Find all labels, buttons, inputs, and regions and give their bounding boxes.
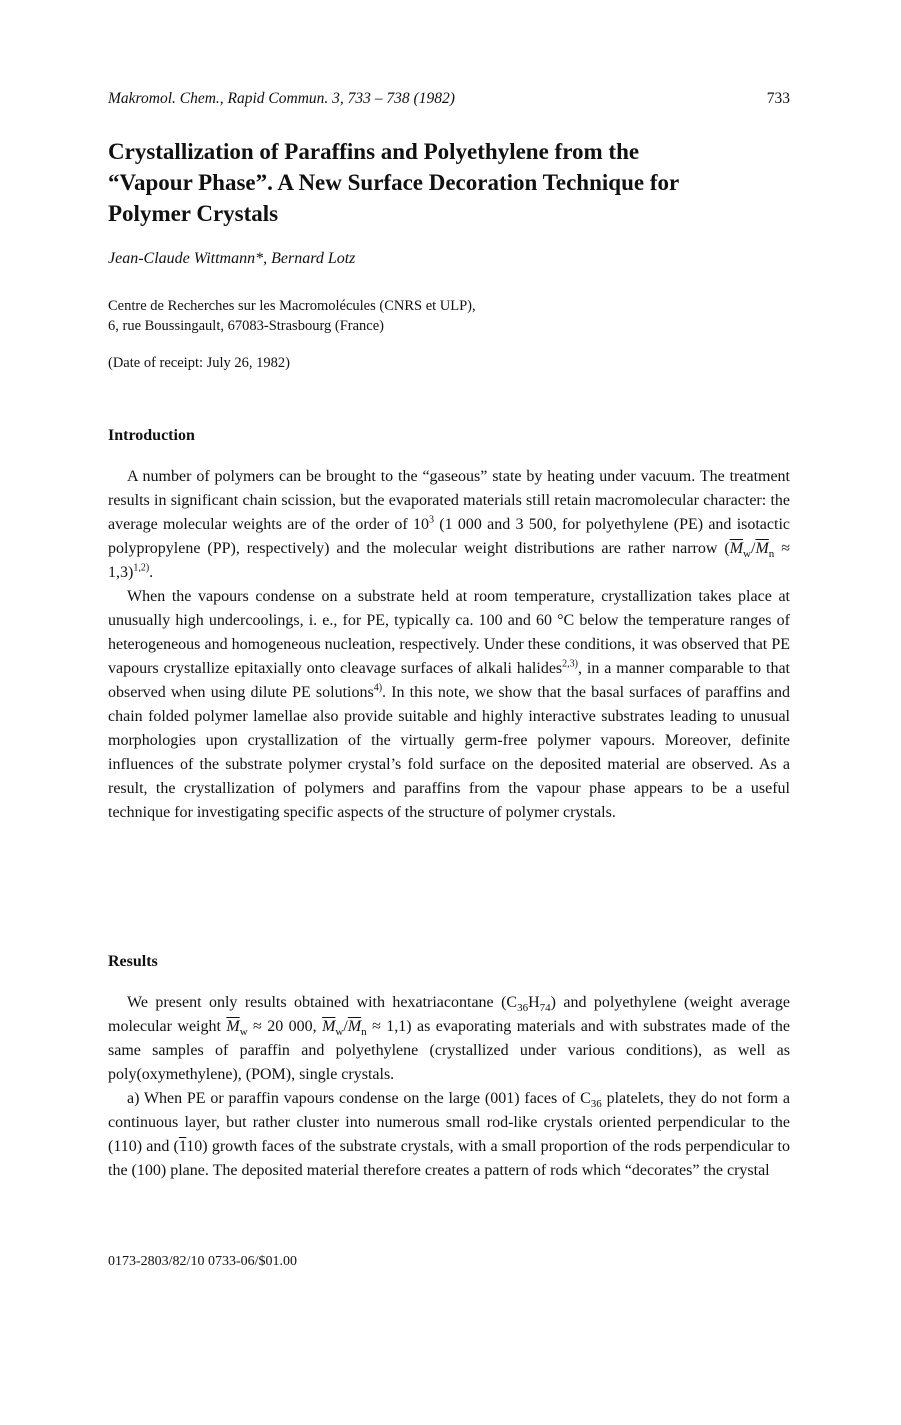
results-heading: Results: [108, 953, 158, 970]
authors: Jean-Claude Wittmann*, Bernard Lotz: [108, 250, 356, 267]
price-code-footer: 0173-2803/82/10 0733-06/$01.00: [108, 1254, 297, 1269]
introduction-body: [108, 465, 790, 825]
introduction-paragraph-1: A number of polymers can be brought to the “gaseous” state by heating under vacuum. The treatment results in significant chain scission, but the evaporated materials still retain macromolecular character: the average molecular weights are of the order of $10^3$ (1 000 and 3 500, for polyethylene (PE) and isotactic polypropylene (PP), respectively) and the molecular weight distributions are rather narrow $(\overline{M}_w/\overline{M}_n \approx 1,3)^{1,2)}$.: [108, 468, 791, 581]
title-line-1: Crystallization of Paraffins and Polyethylene from the: [108, 139, 640, 164]
journal-citation: Makromol. Chem., Rapid Commun. 3, 733 – 738 (1982): [108, 90, 455, 107]
results-paragraph-2: a) When PE or paraffin vapours condense on the large (001) faces of $C_{36}$ platelets, they do not form a continuous layer, but rather cluster into numerous small rod-like crystals oriented perpendicular to the (110) and (110) growth faces of the substrate crystals, with a small proportion of the rods perpendicular to the (100) plane. The deposited material therefore creates a pattern of rods which “decorates” the crystal: [108, 1090, 790, 1179]
affiliation-line-2: 6, rue Boussingault, 67083-Strasbourg (France): [108, 318, 384, 334]
results-body: [108, 991, 790, 1183]
introduction-paragraph-2: When the vapours condense on a substrate held at room temperature, crystallization takes place at unusually high undercoolings, i. e., for PE, typically ca. 100 and 60 °C below the temperature ranges of heterogeneous and homogeneous nucleation, respectively. Under these conditions, it was observed that PE vapours crystallize epitaxially onto cleavage surfaces of alkali halides$^{2,3)}$, in a manner comparable to that observed when using dilute PE solutions$^{4)}$. In this note, we show that the basal surfaces of paraffins and chain folded polymer lamellae also provide suitable and highly interactive substrates leading to unusual morphologies upon crystallization of the virtually germ-free polymer vapours. Moreover, definite influences of the substrate polymer crystal’s fold surface on the deposited material are observed. As a result, the crystallization of polymers and paraffins from the vapour phase appears to be a useful technique for investigating specific aspects of the structure of polymer crystals.: [108, 588, 791, 821]
affiliation: [108, 296, 476, 336]
title-line-2: “Vapour Phase”. A New Surface Decoration Technique for: [108, 170, 680, 195]
article-title: [108, 136, 790, 229]
results-paragraph-1: We present only results obtained with hexatriacontane $(C_{36}H_{74})$ and polyethylene (weight average molecular weight $\overline{M}_w \approx 20$ 000, $\overline{M}_w/\overline{M}_n \approx 1,1$) as evaporating materials and with substrates made of the same samples of paraffin and polyethylene (crystallized under various conditions), as well as poly(oxymethylene), (POM), single crystals.: [108, 994, 791, 1083]
title-line-3: Polymer Crystals: [108, 201, 279, 226]
page-number: 733: [766, 90, 790, 107]
affiliation-line-1: Centre de Recherches sur les Macromolécules (CNRS et ULP),: [108, 298, 476, 314]
introduction-heading: Introduction: [108, 427, 195, 444]
date-of-receipt: (Date of receipt: July 26, 1982): [108, 355, 291, 371]
running-head: [108, 90, 790, 108]
